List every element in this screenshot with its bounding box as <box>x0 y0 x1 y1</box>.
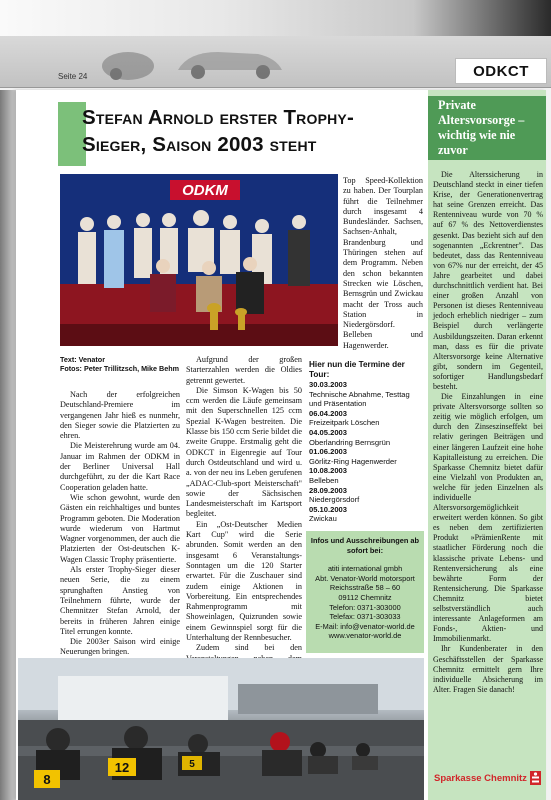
info-email-link[interactable]: E-Mail: info@venator-world.de <box>315 621 415 631</box>
credit-photos: Fotos: Peter Trillitzsch, Mike Behm <box>60 364 180 373</box>
info-box-content <box>306 536 424 641</box>
info-line: Telefon: 0371-303000 <box>329 602 401 612</box>
tour-event: Görlitz-Ring Hagenwerder <box>309 456 397 466</box>
info-line: atiti international gmbh <box>327 564 403 574</box>
tour-date: 06.04.2003 <box>309 408 348 418</box>
tour-date: 05.10.2003 <box>309 504 348 514</box>
info-website-link[interactable]: www.venator-world.de <box>328 631 402 641</box>
info-heading: Infos und Ausschreibungen ab sofort bei: <box>310 536 420 555</box>
tour-event: Technische Abnahme, Testtag und Präsentation <box>309 389 410 409</box>
tour-event: Zwickau <box>309 514 337 524</box>
sparkasse-s-icon <box>530 771 541 785</box>
sparkasse-logo <box>434 765 542 791</box>
col1-para: Als erster Trophy-Sieger dieser neuen Serie, die zu einem sprunghaften Anstieg von Teilnehmern führte, wurde der Chemnitzer Stefan Arnold, der bereits in früheren Jahren einige Titel errungen konnte. <box>60 565 180 636</box>
banner-text: ODKM <box>182 182 228 199</box>
col2-para: Aufgrund der großen Starterzahlen werden die Oldies getrennt gewertet. <box>186 355 302 385</box>
tour-event: Niedergörsdorf <box>309 495 360 505</box>
kart-number: 5 <box>189 759 195 770</box>
article-title: Stefan Arnold erster Trophy-Sieger, Saison 2003 steht <box>82 106 354 156</box>
sparkasse-brand: Sparkasse Chemnitz <box>434 772 527 784</box>
kart-race-photo <box>18 658 424 800</box>
page-number: Seite 24 <box>58 72 88 81</box>
col1-para: Die Meisterehrung wurde am 04. Januar im Rahmen der ODKM in der Berliner Universal Hall durchgeführt, zu der die Kart Race Cooperation geladen hatte. <box>60 441 180 492</box>
info-line: 09112 Chemnitz <box>338 592 392 602</box>
info-line: Reichsstraße 58 – 60 <box>329 583 401 593</box>
header-car-image <box>98 40 288 84</box>
page-binding <box>0 90 16 800</box>
kart-number: 8 <box>43 772 51 787</box>
award-ceremony-photo <box>60 174 338 346</box>
article-credits <box>60 355 179 373</box>
tour-date: 01.06.2003 <box>309 447 348 457</box>
tour-dates <box>309 360 421 524</box>
kart-number: 12 <box>114 760 130 775</box>
tour-event: Oberlandring Bernsgrün <box>309 437 391 447</box>
info-line: Telefax: 0371-303033 <box>329 612 401 622</box>
sidebar-para: Ihr Kundenberater in den Geschäftsstellen der Sparkasse Chemnitz ermittelt gern Ihre individuelle Absicherung im Alter. Fragen Sie danach! <box>433 644 543 694</box>
tour-date: 28.09.2003 <box>309 485 348 495</box>
col2-para: Die Simson K-Wagen bis 50 ccm werden die Läufe gemeinsam mit den Superschnellen 125 ccm Spezial K-Wagen bestreiten. Die Klasse bis 150 ccm Serie bildet die zweite Gruppe. Erstmalig geht die ODKCT in Eigenregie auf Tour durch Ostdeutschland und wird u. a. von der neu ins Leben gerufenen „ADAC-Club-sport Meisterschaft" sowie der Sächsischen Landesmeisterschaft im Kartsport begleitet. <box>186 385 302 519</box>
info-line: Abt. Venator-World motorsport <box>315 573 415 583</box>
credit-text: Text: Venator <box>60 355 105 364</box>
tour-event: Freizeitpark Löschen <box>309 418 380 428</box>
top-banner <box>0 0 551 36</box>
tour-date: 04.05.2003 <box>309 427 348 437</box>
col1-para: Wie schon gewohnt, wurde den Gästen ein reichhaltiges und buntes Programm geboten. Die Moderation wurde wiederum von Hartmut Wagner vorgenommen, der auch die Platzierten der Ost-deutschen K-Wagen Classic Trophy präsentierte. <box>60 492 180 564</box>
sidebar-para: Die Einzahlungen in eine private Altersvorsorge sollten so zeitig wie möglich erfolgen, um durch den Zinseszinseffekt bei relativ geringen Beiträgen und einer längeren Laufzeit eine hohe Kapitalleistung zu erreichen. Die Sparkasse Chemnitz bietet dafür eine Vielzahl von Produkten an, welche für jeden Einzelnen als individuelle Altersvorsorgemöglichkeit erweitert werden können. So gibt es neben dem zertifizierten Produkt »PrämienRente mit staatlicher Förderung noch die klassische private Lebens- und Rentenversicherung als eine bewährte Form der Rentensicherung. Die Sparkasse Chemnitz bietet selbstverständlich auch interessante Anlageformen am Fonds-, Aktien- und Immobilienmarkt. <box>433 392 543 644</box>
tour-dates-heading: Hier nun die Termine der Tour: <box>309 360 405 379</box>
sidebar-title: Private Altersvorsorge – wichtig wie nie zuvor <box>438 98 525 157</box>
col1-para: Die 2003er Saison wird einige Neuerungen bringen. <box>60 637 180 657</box>
sidebar-body <box>433 170 543 695</box>
tour-date: 30.03.2003 <box>309 380 348 389</box>
col2-para: Ein „Ost-Deutscher Medien Kart Cup" wird die Serie abrunden. Somit werden an den insgesamt 6 Veranstaltungs-Sonntagen um die 120 Starter erwartet. Für die Zuschauer sind zudem einige Aktionen in Vorbereitung. Ein entsprechendes Rahmenprogramm mit Showeinlagen, Quizrunden sowie einem Gewinnspiel sorgt für die Unterhaltung der Rennbesucher. <box>186 519 302 643</box>
tour-date: 10.08.2003 <box>309 466 348 476</box>
article-column-1 <box>60 390 180 658</box>
article-column-2 <box>186 355 302 685</box>
sidebar-para: Die Alterssicherung in Deutschland steckt in einer tiefen Krise, der Generationenvertrag hat seine Grenzen erreicht. Das Rentenniveau wurde von 70 % auf 67 % des Nettoverdienstes gesenkt. Das bezieht sich auf den sogenannten „Eckrentner". Das bedeutet, dass das Rentenniveau von 67% nur der erreicht, der 45 Jahre gearbeitet und dabei durchschnittlich verdient hat. Bei einer großen Anzahl von Personen ist dieses Rentenniveau jedoch erheblich niedriger – zum Beispiel durch verlängerte Ausbildungszeiten. Daran erkennt man, dass es für die private Altersvorsorge keine Alternative gibt, sondern im Gegenteil, sofortiger Handlungsbedarf besteht. <box>433 170 543 391</box>
col2-para: Zudem sind bei den <box>196 643 302 653</box>
col1-para: Nach der erfolgreichen Deutschland-Premiere im vergangenen Jahr hieß es nunmehr, den Sieger sowie die Platzierten zu ehren. <box>60 390 180 441</box>
article-col3-top: Top Speed-Kollektion zu haben. Der Tourplan führt die Teilnehmer durch insgesamt 4 Bundesländer. Sachsen, Sachsen-Anhalt, Brandenburg und Thüringen stehen auf dem Programm. Neben den schon bekannten Strecken wie Löschen, Bernsgrün und Zwickau macht der Tross auch Station in Niedergörsdorf. Belleben und Hagenwerder. <box>343 176 423 350</box>
tour-event: Belleben <box>309 475 339 485</box>
section-tag: ODKCT <box>455 58 547 84</box>
